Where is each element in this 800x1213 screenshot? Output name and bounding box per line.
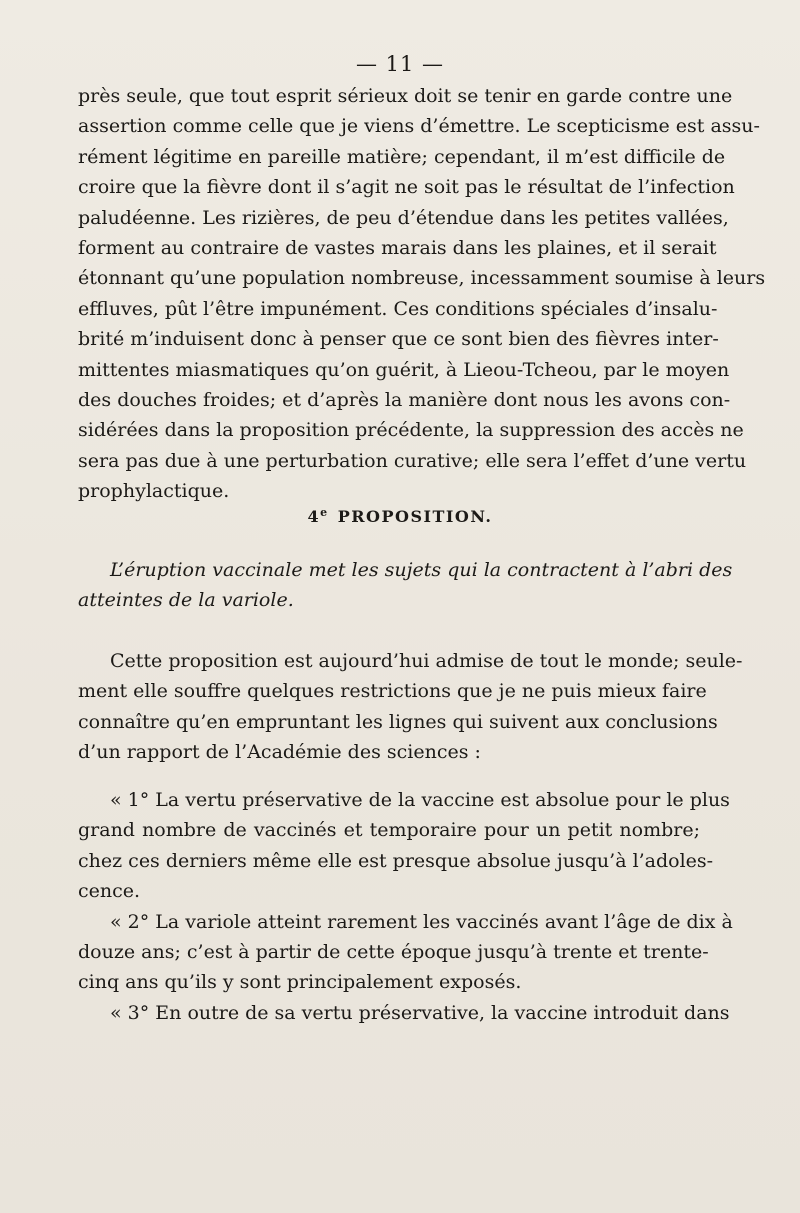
text-line: d’un rapport de l’Académie des sciences : xyxy=(78,741,481,764)
text-line: des douches froides; et d’après la manière dont nous les avons con- xyxy=(78,388,731,411)
text-line: Cette proposition est aujourd’hui admise de tout le monde; seule- xyxy=(110,650,743,672)
text-line: rément légitime en pareille matière; cependant, il m’est difficile de xyxy=(78,145,726,168)
page-number: — 11 — xyxy=(355,52,445,76)
section-number: 4 xyxy=(307,507,321,526)
text-line: chez ces derniers même elle est presque absolue jusqu’à l’adoles- xyxy=(78,849,714,872)
text-line: cinq ans qu’ils y sont principalement exposés. xyxy=(78,971,522,994)
text-line: paludéenne. Les rizières, de peu d’étendue dans les petites vallées, xyxy=(78,206,729,229)
text-line: sidérées dans la proposition précédente, la suppression des accès ne xyxy=(78,419,744,442)
text-line: croire que la fièvre dont il s’agit ne soit pas le résultat de l’infection xyxy=(78,176,735,199)
text-line: sera pas due à une perturbation curative; elle sera l’effet d’une vertu xyxy=(78,449,747,472)
text-line: connaître qu’en empruntant les lignes qui suivent aux conclusions xyxy=(78,710,718,733)
text-line: prophylactique. xyxy=(78,480,230,503)
text-line: forment au contraire de vastes marais dans les plaines, et il serait xyxy=(78,236,717,259)
text-line: assertion comme celle que je viens d’émettre. Le scepticisme est assu- xyxy=(78,115,760,138)
text-line: ment elle souffre quelques restrictions que je ne puis mieux faire xyxy=(78,680,707,703)
proposition-statement xyxy=(78,555,733,616)
text-line: « 2° La variole atteint rarement les vaccinés avant l’âge de dix à xyxy=(110,910,733,933)
text-line: cence. xyxy=(78,880,141,903)
paragraph-fever-discussion xyxy=(78,81,766,506)
paragraph-restrictions xyxy=(78,646,743,768)
text-line: douze ans; c’est à partir de cette époque jusqu’à trente et trente- xyxy=(78,940,709,963)
text-line: L’éruption vaccinale met les sujets qui la contractent à l’abri des xyxy=(110,559,733,581)
text-line: grand nombre de vaccinés et temporaire pour un petit nombre; xyxy=(78,819,700,842)
text-line: brité m’induisent donc à penser que ce sont bien des fièvres inter- xyxy=(78,328,719,351)
text-line: étonnant qu’une population nombreuse, incessamment soumise à leurs xyxy=(78,267,766,290)
text-line: « 3° En outre de sa vertu préservative, la vaccine introduit dans xyxy=(110,1001,730,1024)
text-line: mittentes miasmatiques qu’on guérit, à Lieou-Tcheou, par le moyen xyxy=(78,358,730,381)
text-line: près seule, que tout esprit sérieux doit se tenir en garde contre une xyxy=(78,85,733,107)
text-line: effluves, pût l’être impunément. Ces conditions spéciales d’insalu- xyxy=(78,297,718,320)
section-title: PROPOSITION. xyxy=(337,507,493,526)
section-number-superscript: e xyxy=(320,506,329,519)
text-line: atteintes de la variole. xyxy=(78,589,294,612)
paragraph-academy-conclusions xyxy=(78,785,733,1028)
section-heading xyxy=(0,506,800,526)
text-line: « 1° La vertu préservative de la vaccine est absolue pour le plus xyxy=(110,789,730,811)
